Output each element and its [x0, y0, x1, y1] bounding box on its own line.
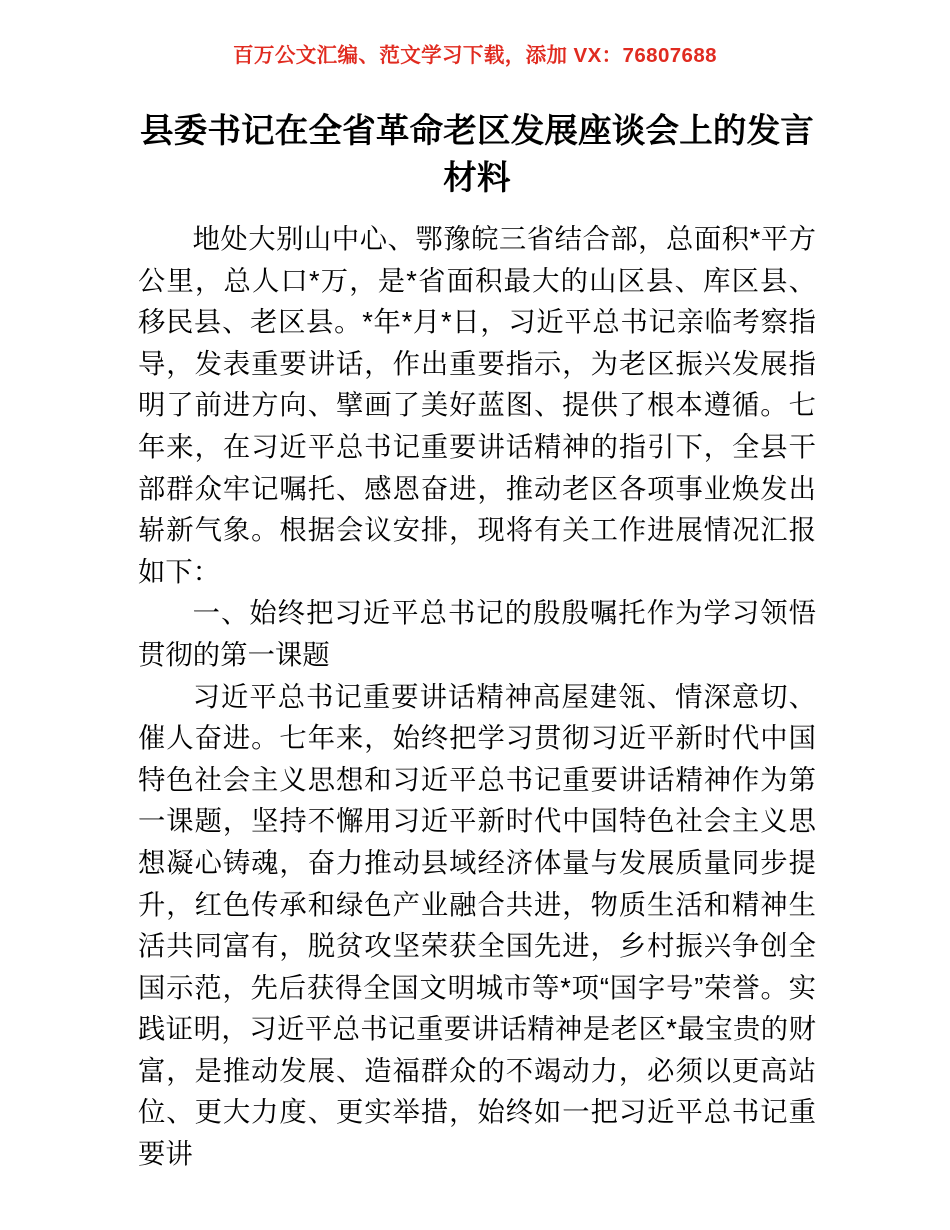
paragraph-1: 地处大别山中心、鄂豫皖三省结合部，总面积*平方公里，总人口*万，是*省面积最大的山区县、库区县、移民县、老区县。*年*月*日，习近平总书记亲临考察指导，发表重要讲话，作出重要指示，为老区振兴发展指明了前进方向、擘画了美好蓝图、提供了根本遵循。七年来，在习近平总书记重要讲话精神的指引下，全县干部群众牢记嘱托、感恩奋进，推动老区各项事业焕发出崭新气象。根据会议安排，现将有关工作进展情况汇报如下： — [138, 223, 816, 587]
paragraph-2: 习近平总书记重要讲话精神高屋建瓴、情深意切、催人奋进。七年来，始终把学习贯彻习近平新时代中国特色社会主义思想和习近平总书记重要讲话精神作为第一课题，坚持不懈用习近平新时代中国特色社会主义思想凝心铸魂，奋力推动县域经济体量与发展质量同步提升，红色传承和绿色产业融合共进，物质生活和精神生活共同富有，脱贫攻坚荣获全国先进，乡村振兴争创全国示范，先后获得全国文明城市等*项“国字号”荣誉。实践证明，习近平总书记重要讲话精神是老区*最宝贵的财富，是推动发展、造福群众的不竭动力，必须以更高站位、更大力度、更实举措，始终如一把习近平总书记重要讲 — [138, 680, 816, 1170]
promo-watermark-text: 百万公文汇编、范文学习下载，添加 VX：76807688 — [233, 44, 717, 67]
section-heading-1: 一、始终把习近平总书记的殷殷嘱托作为学习领悟贯彻的第一课题 — [138, 597, 816, 670]
document-body — [138, 108, 816, 1175]
document-title: 县委书记在全省革命老区发展座谈会上的发言材料 — [140, 113, 814, 197]
